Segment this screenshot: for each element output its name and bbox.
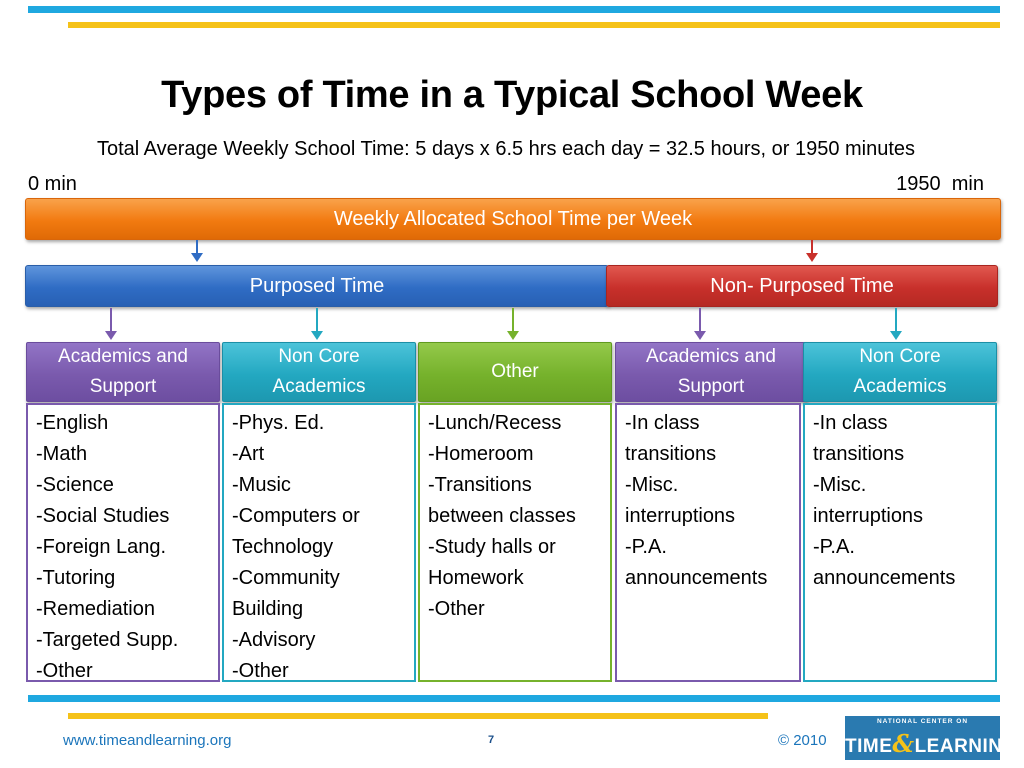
list-item: -Social Studies <box>36 505 170 527</box>
list-item: -Art <box>232 443 265 465</box>
list-item: -Lunch/Recess <box>428 412 562 434</box>
non-purposed-time-bar <box>606 265 998 307</box>
non-purposed-bar-label: Non- Purposed Time <box>710 274 894 297</box>
list-item: -Other <box>232 660 289 682</box>
list-item: Building <box>232 598 304 620</box>
category-header-line: Support <box>677 376 745 397</box>
list-item: -In class <box>813 412 888 434</box>
list-item: transitions <box>625 443 717 465</box>
list-item: -Homeroom <box>428 443 534 465</box>
list-item: -Computers or <box>232 505 360 527</box>
list-item: -Other <box>36 660 93 682</box>
list-item: -Transitions <box>428 474 532 496</box>
category-header-line: Academics and <box>58 346 188 367</box>
category-header-line: Academics <box>272 376 366 397</box>
category-list-academics-support-purposed <box>26 403 220 682</box>
list-item: Homework <box>428 567 524 589</box>
list-item: -P.A. <box>813 536 855 558</box>
logo-ampersand: & <box>892 729 915 758</box>
category-header-non-core-non-purposed <box>803 342 997 402</box>
bottom-blue-stripe <box>28 695 1000 702</box>
copyright-text: © 2010 <box>778 732 827 749</box>
list-item: -Advisory <box>232 629 316 651</box>
category-header-line: Academics and <box>646 346 776 367</box>
list-item: -Remediation <box>36 598 155 620</box>
list-item: transitions <box>813 443 905 465</box>
category-header-non-core-purposed <box>222 342 416 402</box>
category-header-line: Non Core <box>278 346 360 367</box>
category-header-academics-support-purposed <box>26 342 220 402</box>
footer-url-link[interactable]: www.timeandlearning.org <box>63 732 232 749</box>
list-item: Technology <box>232 536 334 558</box>
list-item: -Misc. <box>813 474 867 496</box>
list-item: -Foreign Lang. <box>36 536 167 558</box>
category-list-non-core-non-purposed <box>803 403 997 682</box>
scale-end-label: 1950 min <box>896 173 984 195</box>
scale-start-label: 0 min <box>28 173 77 195</box>
list-item: announcements <box>813 567 956 589</box>
list-item: announcements <box>625 567 768 589</box>
weekly-bar-label: Weekly Allocated School Time per Week <box>333 207 693 230</box>
list-item: -In class <box>625 412 700 434</box>
slide-title: Types of Time in a Typical School Week <box>161 74 863 116</box>
category-header-academics-support-non-purposed <box>615 342 807 402</box>
weekly-allocated-time-bar <box>25 198 1001 240</box>
top-blue-stripe <box>28 6 1000 13</box>
list-item: between classes <box>428 505 576 527</box>
slide-subtitle: Total Average Weekly School Time: 5 days x 6.5 hrs each day = 32.5 hours, or 1950 minutes <box>96 138 916 160</box>
list-item: interruptions <box>625 505 736 527</box>
category-header-other <box>418 342 612 402</box>
list-item: -Math <box>36 443 88 465</box>
list-item: -Other <box>428 598 485 620</box>
page-number: 7 <box>488 734 495 746</box>
category-header-line: Non Core <box>859 346 941 367</box>
logo-word-learning: LEARNING <box>914 736 1018 757</box>
logo-small-text: NATIONAL CENTER ON <box>876 718 969 725</box>
category-list-academics-support-non-purposed <box>615 403 801 682</box>
time-and-learning-logo <box>845 716 1018 760</box>
list-item: -Targeted Supp. <box>36 629 179 651</box>
list-item: -Tutoring <box>36 567 116 589</box>
list-item: -Study halls or <box>428 536 556 558</box>
category-header-line: Academics <box>853 376 947 397</box>
list-item: -English <box>36 412 109 434</box>
purposed-bar-label: Purposed Time <box>249 274 385 297</box>
purposed-time-bar <box>25 265 609 307</box>
list-item: -Phys. Ed. <box>232 412 325 434</box>
list-item: -Misc. <box>625 474 679 496</box>
list-item: -Science <box>36 474 114 496</box>
list-item: interruptions <box>813 505 924 527</box>
bottom-yellow-stripe <box>68 713 768 719</box>
category-header-line: Other <box>491 361 539 382</box>
top-yellow-stripe <box>68 22 1000 28</box>
category-header-line: Support <box>89 376 157 397</box>
logo-wordmark <box>845 729 1018 758</box>
logo-word-time: TIME <box>845 736 893 757</box>
category-list-other <box>418 403 612 682</box>
category-list-non-core-purposed <box>222 403 416 682</box>
list-item: -P.A. <box>625 536 667 558</box>
list-item: -Music <box>232 474 291 496</box>
list-item: -Community <box>232 567 340 589</box>
